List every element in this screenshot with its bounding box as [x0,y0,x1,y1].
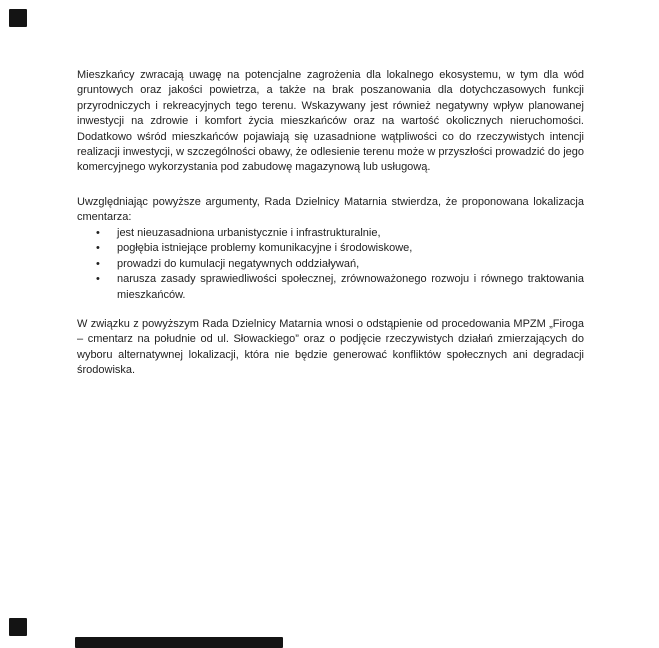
scan-mark-bottom-left [9,618,27,636]
list-item [77,226,584,241]
list-item [77,257,584,272]
list-item [77,241,584,256]
list-item [77,272,584,303]
paragraph-council-statement-intro: Uwzględniając powyższe argumenty, Rada Dzielnicy Matarnia stwierdza, że proponowana lokalizacja cmentarza: [77,196,584,224]
list-item-text: narusza zasady sprawiedliwości społecznej, zrównoważonego rozwoju i równego traktowania mieszkańców. [117,273,584,301]
scan-mark-top-left [9,9,27,27]
list-item-text: jest nieuzasadniona urbanistycznie i infrastrukturalnie, [117,227,381,239]
bullet-icon: • [96,273,100,286]
bullet-icon: • [96,242,100,255]
paragraph-residents-concerns: Mieszkańcy zwracają uwagę na potencjalne zagrożenia dla lokalnego ekosystemu, w tym dla wód gruntowych oraz jakości powietrza, a także na brak poszanowania dla dotychczasowych funkcji przyrodniczych i rekreacyjnych tego terenu. Wskazywany jest również negatywny wpływ planowanej inwestycji na zdrowie i komfort życia mieszkańców oraz na wartość okolicznych nieruchomości. Dodatkowo wśród mieszkańców pojawiają się uzasadnione wątpliwości co do rzeczywistych intencji realizacji inwestycji, w szczególności obawy, że odlesienie terenu może w przyszłości prowadzić do jego komercyjnego wykorzystania pod zabudowę magazynową lub usługową. [77,69,584,174]
bullet-icon: • [96,227,100,239]
scan-mark-bottom-bar [75,637,283,648]
list-item-text: pogłębia istniejące problemy komunikacyjne i środowiskowe, [117,242,413,255]
bullet-list [77,226,584,303]
list-item-text: prowadzi do kumulacji negatywnych oddziaływań, [117,257,360,270]
paragraph-request-withdrawal: W związku z powyższym Rada Dzielnicy Matarnia wnosi o odstąpienie od procedowania MPZM „Firoga – cmentarz na południe od ul. Słowackiego” oraz o podjęcie rzeczywistych działań zmierzających do wyboru alternatywnej lokalizacji, która nie będzie generować konfliktów społecznych ani degradacji środowiska. [77,318,584,377]
bullet-icon: • [96,257,100,270]
